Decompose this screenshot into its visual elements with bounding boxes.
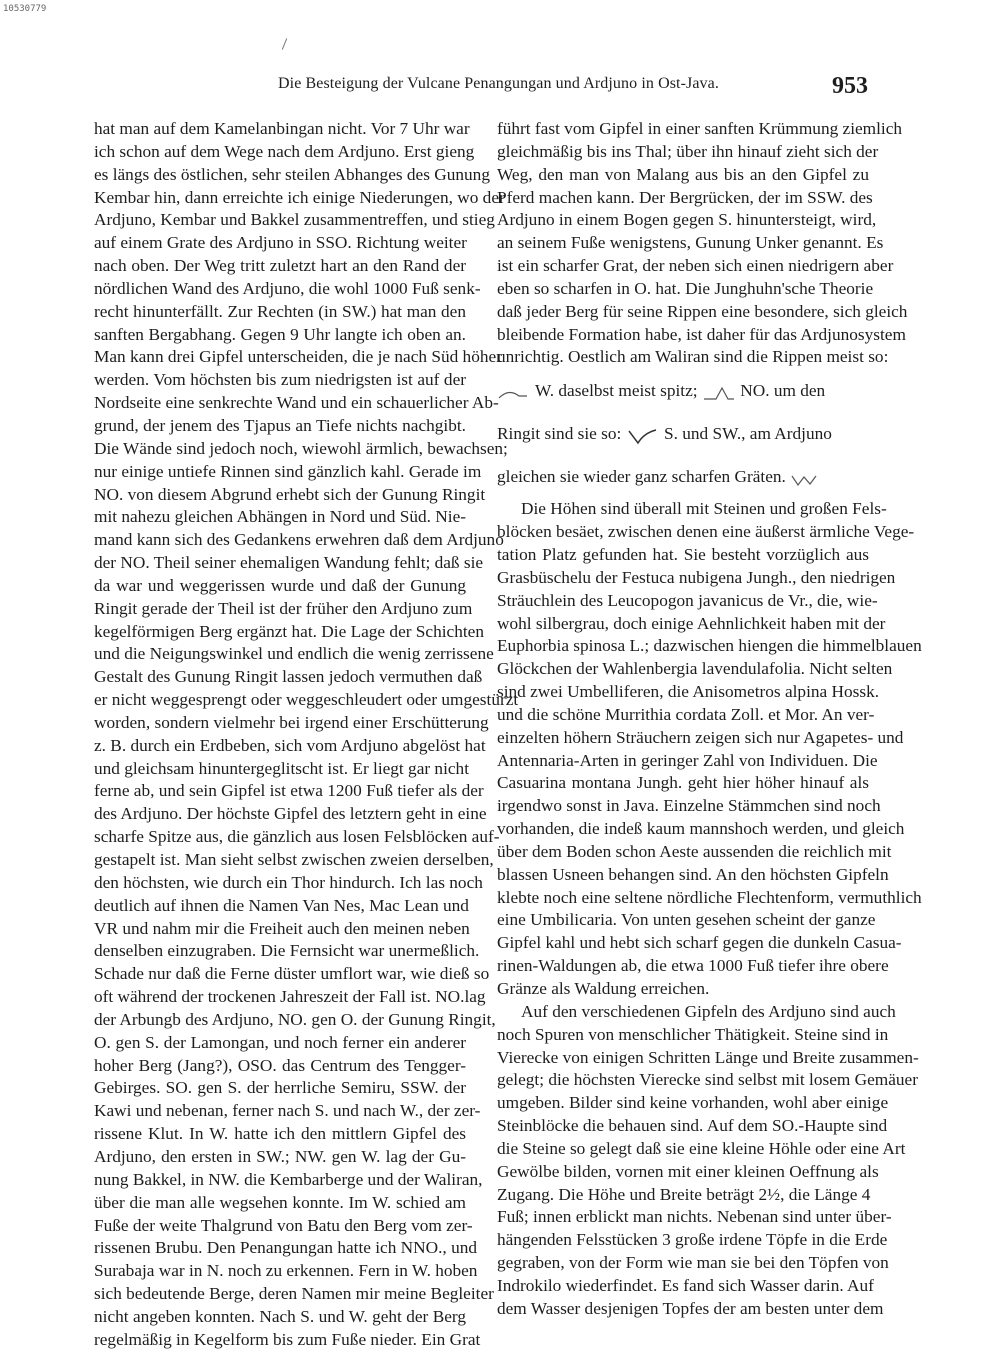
text-line: Ardjuno, den ersten in SW.; NW. gen W. lag der Gu-	[94, 1146, 466, 1166]
text-line: umgeben. Bilder sind keine vorhanden, wohl aber einige	[497, 1093, 889, 1113]
text-line: Nordseite eine senkrechte Wand und ein schauerlicher Ab-	[94, 393, 499, 413]
sketch-line-1	[497, 369, 869, 412]
text-line: ich schon auf dem Wege nach dem Ardjuno. Erst gieng	[94, 141, 475, 161]
text-line: nördlichen Wand des Ardjuno, die wohl 1000 Fuß senk-	[94, 278, 481, 298]
text-line: nur einige untiefe Rinnen sind gänzlich kahl. Gerade im	[94, 461, 482, 481]
text-line: sich bedeutende Berge, deren Namen mir meine Begleiter	[94, 1284, 494, 1304]
text-line: z. B. durch ein Erdbeben, sich vom Ardjuno abgelöst hat	[94, 735, 486, 755]
text-line: Pferd machen kann. Der Bergrücken, der im SSW. des	[497, 187, 873, 207]
text-line: an seinem Fuße wenigstens, Gunung Unker genannt. Es	[497, 233, 884, 253]
text-line: grund, der jenem des Tjapus an Tiefe nichts nachgibt.	[94, 415, 466, 435]
right-column-bottom-text	[497, 498, 922, 1320]
text-line: Ringit gerade der Theil ist der früher den Ardjuno zum	[94, 598, 473, 618]
text-line: wohl silbergrau, doch einige Aehnlichkeit haben mit der	[497, 613, 886, 633]
sketch-line-2-text-b: S. und SW., am Ardjuno	[664, 424, 832, 444]
text-line: Man kann drei Gipfel unterscheiden, die je nach Süd höher	[94, 347, 502, 367]
text-line: recht hinunterfällt. Zur Rechten (in SW.) hat man den	[94, 301, 466, 321]
text-line: sanften Bergabhang. Gegen 9 Uhr langte ich oben an.	[94, 324, 466, 344]
text-line: Gipfel kahl und hebt sich scharf gegen die dunkeln Casua-	[497, 933, 902, 953]
text-line: Schade nur daß die Ferne düster umflort war, wie dieß so	[94, 964, 490, 984]
sketch-line-2-text-a: Ringit sind sie so:	[497, 424, 622, 444]
text-line: sind zwei Umbelliferen, die Anisometros alpina Hossk.	[497, 682, 880, 702]
text-line: die Steine so gelegt daß sie eine kleine Höhle oder eine Art	[497, 1138, 906, 1158]
text-line: scharfe Spitze aus, die gänzlich aus losen Felsblöcken auf-	[94, 827, 500, 847]
ridge-peaked-icon	[702, 371, 736, 414]
sketch-line-1-text-b: NO. um den	[740, 381, 826, 401]
left-column	[94, 118, 519, 1352]
text-line: oft während der trockenen Jahreszeit der Fall ist. NO.lag	[94, 987, 486, 1007]
text-line: irgendwo sonst in Java. Einzelne Stämmchen sind noch	[497, 796, 881, 816]
text-line: hoher Berg (Jang?), OSO. das Centrum des Tengger-	[94, 1055, 466, 1075]
text-line: Kawi und nebenan, ferner nach S. und nach W., der zer-	[94, 1101, 481, 1121]
text-line: Vierecke von einigen Schritten Länge und Breite zusammen-	[497, 1047, 919, 1067]
text-line: gleichmäßig bis ins Thal; über ihn hinauf zieht sich der	[497, 141, 879, 161]
text-line: noch Spuren von menschlicher Thätigkeit. Steine sind in	[497, 1024, 889, 1044]
text-line: daß jeder Berg für seine Rippen eine besondere, sich gleich	[497, 301, 908, 321]
text-line: VR und nahm mir die Freiheit auch den meinen neben	[94, 918, 470, 938]
right-column-top-text	[497, 118, 908, 369]
ridge-rounded-icon	[497, 371, 531, 414]
text-line: Auf den verschiedenen Gipfeln des Ardjuno sind auch	[521, 1001, 896, 1021]
text-line: blöcken besäet, zwischen denen eine äußerst ärmliche Vege-	[497, 522, 915, 542]
text-line: Grasbüschelu der Festuca nubigena Jungh., den niedrigen	[497, 567, 896, 587]
text-line: mand kann sich des Gedankens erwehren daß dem Ardjuno	[94, 530, 504, 550]
text-line: führt fast vom Gipfel in einer sanften Krümmung ziemlich	[497, 119, 903, 138]
text-line: es längs des östlichen, sehr steilen Abhanges des Gunung	[94, 164, 490, 184]
text-line: über dem Boden schon Aeste aussenden die reichlich mit	[497, 841, 892, 861]
text-line: nung Bakkel, in NW. die Kembarberge und der Waliran,	[94, 1169, 483, 1189]
text-line: Gränze als Waldung erreichen.	[497, 979, 710, 998]
text-line: blassen Usneen behangen sind. An den höchsten Gipfeln	[497, 864, 889, 884]
text-line: Sträuchlein des Leucopogon javanicus de Vr., die, wie-	[497, 590, 878, 610]
text-line: und die schöne Murrithia cordata Zoll. et Mor. An ver-	[497, 704, 875, 724]
sketch-line-3	[497, 455, 869, 498]
text-line: Steinblöcke die behauen sind. Auf dem SO.-Haupte sind	[497, 1116, 888, 1136]
text-line: über die man alle wegsehen konnte. Im W. schied am	[94, 1192, 466, 1212]
text-line: Gestalt des Gunung Ringit lassen jedoch vermuthen daß	[94, 667, 483, 687]
text-line: einzelten höhern Sträuchern zeigen sich nur Agapetes- und	[497, 727, 904, 747]
text-line: Die Wände sind jedoch noch, wiewohl ärmlich, bewachsen;	[94, 438, 508, 458]
sketch-line-3-text: gleichen sie wieder ganz scharfen Gräten.	[497, 467, 786, 487]
text-line: gegraben, von der Form wie man sie bei den Töpfen von	[497, 1253, 889, 1273]
stray-pen-mark	[282, 38, 287, 50]
text-line: Fuß; innen erblickt man nichts. Nebenan sind unter über-	[497, 1207, 892, 1227]
sketch-line-2	[497, 412, 869, 455]
text-line: den höchsten, wie durch ein Thor hindurch. Ich las noch	[94, 872, 483, 892]
text-line: der Arbungb des Ardjuno, NO. gen O. der Gunung Ringit,	[94, 1009, 496, 1029]
ridge-zigzag-icon	[790, 457, 824, 500]
text-line: regelmäßig in Kegelform bis zum Fuße nieder. Ein Grat	[94, 1329, 481, 1349]
text-line: Ardjuno in einem Bogen gegen S. hinuntersteigt, wird,	[497, 210, 877, 230]
text-line: Fuße der weite Thalgrund von Batu den Berg vom zer-	[94, 1215, 473, 1235]
running-head: Die Besteigung der Vulcane Penangungan und Ardjuno in Ost-Java.	[278, 75, 719, 92]
text-line: werden. Vom höchsten bis zum niedrigsten ist auf der	[94, 370, 466, 390]
text-line: Ardjuno, Kembar und Bakkel zusammentreffen, und stieg	[94, 210, 495, 230]
text-line: rinen-Waldungen ab, die etwa 1000 Fuß tiefer ihre obere	[497, 956, 889, 976]
page-number: 953	[832, 73, 868, 99]
text-line: eine Umbilicaria. Von unten gesehen scheint der ganze	[497, 910, 876, 930]
text-line: Kembar hin, dann erreichte ich einige Niederungen, wo der	[94, 187, 505, 207]
text-line: Gewölbe bilden, vornen mit einer kleinen Oeffnung als	[497, 1161, 879, 1181]
text-line: Zugang. Die Höhe und Breite beträgt 2½, die Länge 4	[497, 1184, 871, 1204]
text-line: vorhanden, die indeß kaum mannshoch werden, und gleich	[497, 819, 905, 839]
text-line: ist ein scharfer Grat, der neben sich einen niedrigern aber	[497, 256, 894, 276]
text-line: des Ardjuno. Der höchste Gipfel des letztern geht in eine	[94, 804, 487, 824]
text-line: eben so scharfen in O. hat. Die Junghuhn'sche Theorie	[497, 278, 874, 298]
text-line: kegelförmigen Berg ergänzt hat. Die Lage der Schichten	[94, 621, 484, 641]
text-line: der NO. Theil seiner ehemaligen Wandung fehlt; daß sie	[94, 553, 484, 573]
text-line: nach oben. Der Weg tritt zuletzt hart an den Rand der	[94, 256, 466, 276]
sketch-line-1-text-a: W. daselbst meist spitz;	[535, 381, 698, 401]
text-line: deutlich auf ihnen die Namen Van Nes, Mac Lean und	[94, 895, 469, 915]
text-line: dem Wasser desjenigen Topfes der am besten unter dem	[497, 1298, 884, 1318]
text-line: hängenden Felsstücken 3 große irdene Töpfe in die Erde	[497, 1230, 888, 1250]
text-line: er nicht weggesprengt oder weggeschleudert oder umgestürzt	[94, 690, 519, 710]
text-line: da war und weggerissen wurde und daß der Gunung	[94, 575, 466, 595]
text-line: Surabaja war in N. noch zu erkennen. Fern in W. hoben	[94, 1261, 478, 1281]
text-line: gestapelt ist. Man sieht selbst zwischen zweien derselben,	[94, 850, 494, 869]
text-line: NO. von diesem Abgrund erhebt sich der Gunung Ringit	[94, 484, 486, 504]
text-line: und gleichsam hinuntergeglitscht ist. Er liegt gar nicht	[94, 758, 469, 778]
text-line: Casuarina montana Jungh. geht hier höher hinauf als	[497, 773, 869, 793]
text-line: rissenen Brubu. Den Penangungan hatte ich NNO., und	[94, 1238, 477, 1258]
text-line: und die Neigungswinkel und endlich die wenig zerrissene	[94, 644, 494, 664]
text-line: nicht angeben konnten. Nach S. und W. geht der Berg	[94, 1306, 466, 1326]
text-line: klebte noch eine seltene nördliche Flechtenform, vermuthlich	[497, 887, 922, 907]
text-line: Gebirges. SO. gen S. der herrliche Semiru, SSW. der	[94, 1078, 466, 1098]
text-line: denselben einzugraben. Die Fernsicht war unermeßlich.	[94, 941, 480, 961]
ridge-v-notch-icon	[626, 414, 660, 457]
text-line: Indrokilo wiederfindet. Es fand sich Wasser darin. Auf	[497, 1275, 874, 1295]
catalog-id: 10530779	[3, 4, 47, 14]
text-line: Euphorbia spinosa L.; dazwischen hiengen die himmelblauen	[497, 636, 922, 656]
text-line: gelegt; die höchsten Vierecke sind selbst mit losem Gemäuer	[497, 1070, 918, 1090]
text-line: worden, sondern vielmehr bei irgend einer Erschütterung	[94, 712, 489, 732]
text-line: O. gen S. der Lamongan, und noch ferner ein anderer	[94, 1032, 466, 1052]
text-line: bleibende Formation habe, ist daher für das Ardjunosystem	[497, 324, 906, 344]
text-line: unrichtig. Oestlich am Waliran sind die Rippen meist so:	[497, 347, 889, 367]
text-line: auf einem Grate des Ardjuno in SSO. Richtung weiter	[94, 233, 467, 253]
text-line: mit nahezu gleichen Abhängen in Nord und Süd. Nie-	[94, 507, 466, 527]
text-line: Antennaria-Arten in geringer Zahl von Individuen. Die	[497, 750, 878, 770]
text-line: Weg, den man von Malang aus bis an den Gipfel zu	[497, 164, 869, 184]
text-line: rissene Klut. In W. hatte ich den mittlern Gipfel des	[94, 1124, 466, 1144]
text-line: Die Höhen sind überall mit Steinen und großen Fels-	[521, 499, 887, 519]
text-line: ferne ab, und sein Gipfel ist etwa 1200 Fuß tiefer als der	[94, 781, 484, 801]
right-column	[497, 118, 922, 1321]
text-line: hat man auf dem Kamelanbingan nicht. Vor 7 Uhr war	[94, 119, 470, 138]
text-line: tation Platz gefunden hat. Sie besteht vorzüglich aus	[497, 544, 869, 564]
text-line: Glöckchen der Wahlenbergia lavendulafolia. Nicht selten	[497, 659, 893, 679]
